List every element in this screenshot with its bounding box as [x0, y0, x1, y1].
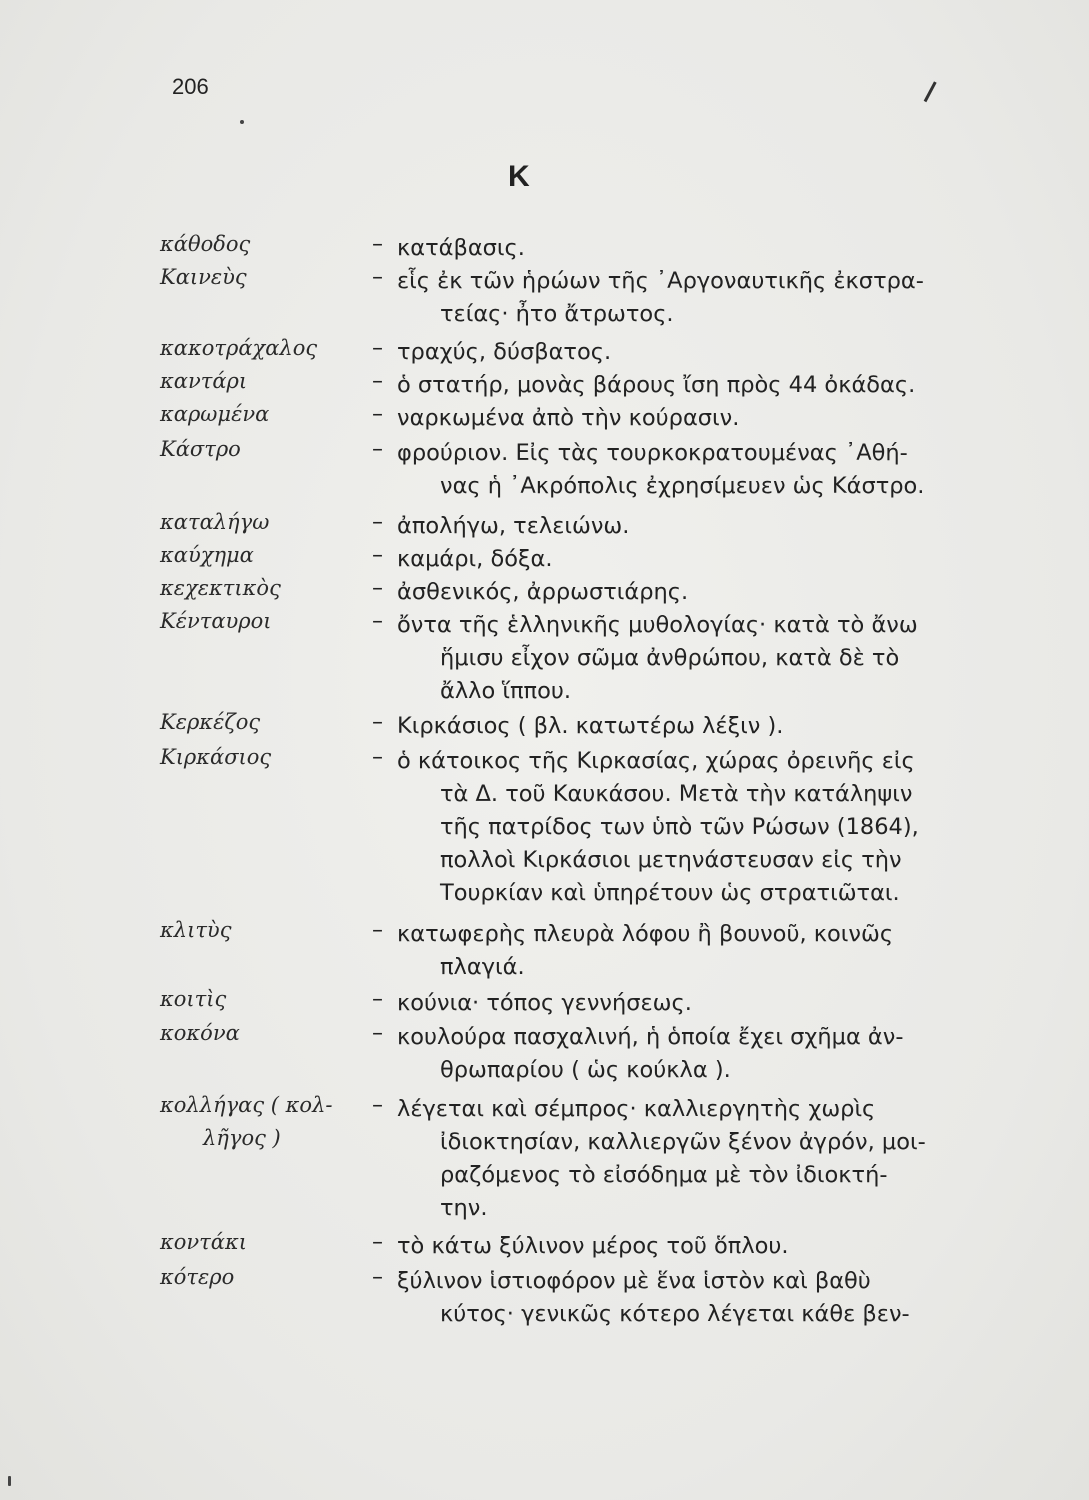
entry-term: κολλήγας ( κολ-: [160, 1093, 333, 1117]
entry-definition: [397, 402, 997, 435]
entry-dash: –: [372, 402, 383, 427]
entry-term-continuation: λῆγος ): [203, 1126, 281, 1150]
entry-definition: [397, 609, 997, 708]
definition-line: ναρκωμένα ἀπὸ τὴν κούρασιν.: [397, 405, 740, 431]
entry-dash: –: [372, 745, 383, 770]
definition-line: τείας· ἦτο ἄτρωτος.: [440, 301, 674, 327]
definition-line: τὰ Δ. τοῦ Καυκάσου. Μετὰ τὴν κατάληψιν: [440, 781, 913, 807]
entry-term: καταλήγω: [160, 510, 270, 534]
entry-dash: –: [372, 232, 383, 257]
entry-dash: –: [372, 265, 383, 290]
entry-term: κότερο: [160, 1265, 235, 1289]
entry-dash: –: [372, 543, 383, 568]
entry-dash: –: [372, 1230, 383, 1255]
definition-line: θρωπαρίου ( ὡς κούκλα ).: [440, 1057, 731, 1083]
definition-line: καμάρι, δόξα.: [397, 546, 553, 572]
definition-line: κούνια· τόπος γεννήσεως.: [397, 990, 692, 1016]
entry-definition: [397, 1021, 997, 1087]
entry-dash: –: [372, 609, 383, 634]
page-number: 206: [172, 74, 209, 99]
section-letter: K: [508, 160, 530, 193]
entry-term: Κερκέζος: [160, 710, 261, 734]
entry-definition: [397, 1230, 997, 1263]
entry-dash: –: [372, 336, 383, 361]
entry-dash: –: [372, 369, 383, 394]
entry-term: κλιτὺς: [160, 918, 232, 942]
entry-term: κακοτράχαλος: [160, 336, 318, 360]
definition-line: νας ἡ ᾿Ακρόπολις ἐχρησίμευεν ὡς Κάστρο.: [440, 473, 925, 499]
entry-term: κεχεκτικὸς: [160, 576, 281, 600]
definition-line: ὄντα τῆς ἑλληνικῆς μυθολογίας· κατὰ τὸ ἄνω: [397, 612, 918, 638]
entry-definition: [397, 576, 997, 609]
entry-definition: [397, 918, 997, 984]
definition-line: Τουρκίαν καὶ ὑπηρέτουν ὡς στρατιῶται.: [440, 880, 900, 906]
entry-definition: [397, 336, 997, 369]
entry-definition: [397, 510, 997, 543]
definition-line: πολλοὶ Κιρκάσιοι μετηνάστευσαν εἰς τὴν: [440, 847, 902, 873]
entry-definition: [397, 1093, 997, 1225]
definition-line: κουλούρα πασχαλινή, ἡ ὁποία ἔχει σχῆμα ἀν-: [397, 1024, 904, 1050]
entry-term: καύχημα: [160, 543, 254, 567]
entry-term: καρωμένα: [160, 402, 270, 426]
definition-line: ἀπολήγω, τελειώνω.: [397, 513, 630, 539]
definition-line: ὁ στατήρ, μονὰς βάρους ἴση πρὸς 44 ὀκάδας.: [397, 372, 916, 398]
definition-line: πλαγιά.: [440, 954, 525, 980]
entry-definition: [397, 232, 997, 265]
definition-line: ἄλλο ἵππου.: [440, 678, 572, 704]
entry-dash: –: [372, 710, 383, 735]
entry-dash: –: [372, 510, 383, 535]
entry-definition: [397, 265, 997, 331]
entry-definition: [397, 543, 997, 576]
entry-dash: –: [372, 1021, 383, 1046]
definition-line: τὸ κάτω ξύλινον μέρος τοῦ ὅπλου.: [397, 1233, 789, 1259]
entry-term: Κένταυροι: [160, 609, 272, 633]
definition-line: τῆς πατρίδος των ὑπὸ τῶν Ρώσων (1864),: [440, 814, 919, 840]
definition-line: κατωφερὴς πλευρὰ λόφου ἢ βουνοῦ, κοινῶς: [397, 921, 894, 947]
entry-definition: [397, 710, 997, 743]
definition-line: λέγεται καὶ σέμπρος· καλλιεργητὴς χωρὶς: [397, 1096, 876, 1122]
entry-definition: [397, 987, 997, 1020]
entry-term: Κιρκάσιος: [160, 745, 272, 769]
definition-line: ὁ κάτοικος τῆς Κιρκασίας, χώρας ὀρεινῆς εἰς: [397, 748, 915, 774]
entry-term: καντάρι: [160, 369, 248, 393]
definition-line: κατάβασις.: [397, 235, 525, 261]
definition-line: εἷς ἐκ τῶν ἡρώων τῆς ᾿Αργοναυτικῆς ἐκστρα-: [397, 268, 924, 294]
definition-line: ραζόμενος τὸ εἰσόδημα μὲ τὸν ἰδιοκτή-: [440, 1162, 888, 1188]
definition-line: φρούριον. Εἰς τὰς τουρκοκρατουμένας ᾿Αθή-: [397, 440, 908, 466]
definition-line: τραχύς, δύσβατος.: [397, 339, 612, 365]
entry-dash: –: [372, 1265, 383, 1290]
definition-line: ἀσθενικός, ἀρρωστιάρης.: [397, 579, 689, 605]
definition-line: Κιρκάσιος ( βλ. κατωτέρω λέξιν ).: [397, 713, 784, 739]
entry-term: Κάστρο: [160, 437, 241, 461]
definition-line: την.: [440, 1195, 488, 1221]
entry-dash: –: [372, 918, 383, 943]
entry-term: κοιτὶς: [160, 987, 227, 1011]
entry-dash: –: [372, 437, 383, 462]
definition-line: ἰδιοκτησίαν, καλλιεργῶν ξένον ἀγρόν, μοι-: [440, 1129, 926, 1155]
definition-line: ξύλινον ἱστιοφόρον μὲ ἕνα ἱστὸν καὶ βαθὺ: [397, 1268, 871, 1294]
entry-definition: [397, 369, 997, 402]
entry-dash: –: [372, 987, 383, 1012]
entry-dash: –: [372, 1093, 383, 1118]
entry-term: κοντάκι: [160, 1230, 247, 1254]
entry-definition: [397, 437, 997, 503]
entry-term: κάθοδος: [160, 232, 251, 256]
entry-term: κοκόνα: [160, 1021, 240, 1045]
definition-line: ἥμισυ εἶχον σῶμα ἀνθρώπου, κατὰ δὲ τὸ: [440, 645, 900, 671]
entry-definition: [397, 1265, 997, 1331]
entry-term: Καινεὺς: [160, 265, 247, 289]
entry-definition: [397, 745, 997, 910]
definition-line: κύτος· γενικῶς κότερο λέγεται κάθε βεν-: [440, 1301, 910, 1327]
entry-dash: –: [372, 576, 383, 601]
